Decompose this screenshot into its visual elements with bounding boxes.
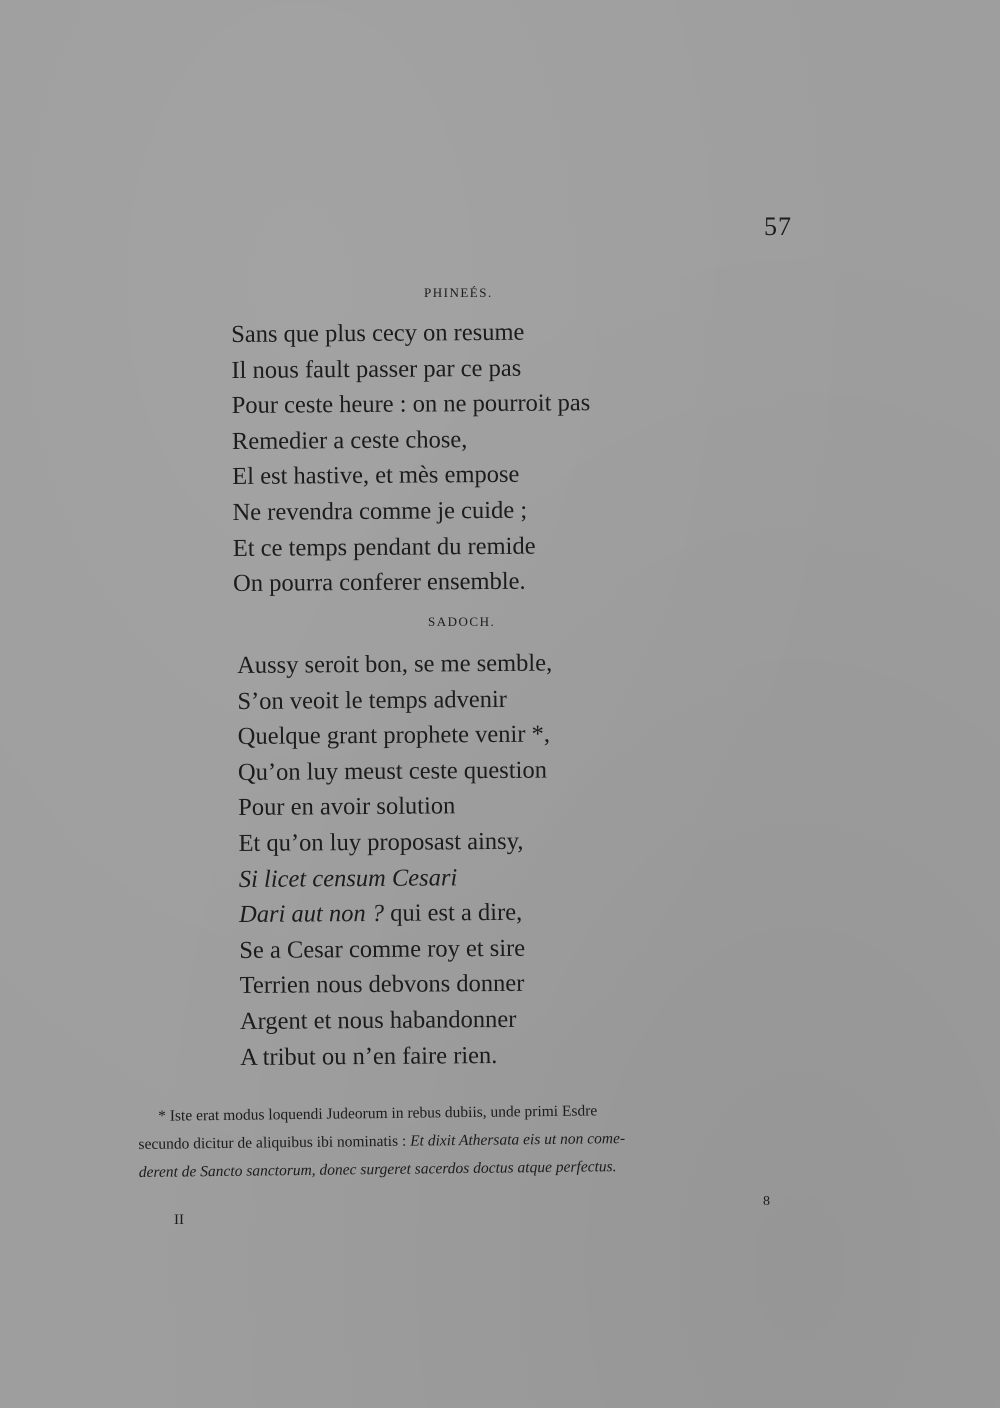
- verse-line-mixed: [239, 895, 554, 933]
- verse-line-latin: Si licet censum Cesari: [238, 863, 458, 893]
- verse-line: Il nous fault passer par ce pas: [231, 354, 522, 384]
- verse-line: Et qu’on luy proposast ainsy,: [238, 827, 524, 857]
- footnote-text: secundo dicitur de aliquibus ibi nominatis :: [138, 1132, 407, 1153]
- footnote: [138, 1095, 819, 1187]
- verse-line: Terrien nous debvons donner: [239, 970, 525, 1000]
- signature-mark-right: 8: [763, 1194, 770, 1209]
- verse-line: S’on veoit le temps advenir: [237, 685, 507, 715]
- footnote-line: derent de Sancto sanctorum, donec surgeret sacerdos doctus atque perfectus.: [138, 1158, 617, 1181]
- verse-block-sadoch: [237, 646, 555, 1076]
- verse-line: Pour en avoir solution: [238, 792, 456, 822]
- verse-line: Aussy seroit bon, se me semble,: [237, 649, 553, 679]
- verse-line-text: qui est a dire,: [390, 898, 523, 927]
- verse-block-phinees: [231, 314, 592, 602]
- verse-line: El est hastive, et mès empose: [232, 461, 520, 491]
- verse-line: Argent et nous habandonner: [239, 1005, 517, 1035]
- latin-phrase: Dari aut non ?: [238, 900, 385, 929]
- footnote-line: * Iste erat modus loquendi Judeorum in rebus dubiis, unde primi Esdre: [158, 1102, 598, 1125]
- verse-line: A tribut ou n’en faire rien.: [240, 1041, 498, 1071]
- verse-line: Pour ceste heure : on ne pourroit pas: [231, 389, 591, 420]
- page-number: 57: [764, 212, 792, 241]
- verse-line: Quelque grant prophete venir *,: [237, 720, 551, 751]
- signature-mark-left: II: [174, 1212, 184, 1228]
- speaker-heading-phinees: PHINEÉS.: [424, 285, 493, 300]
- footnote-quote: Et dixit Athersata eis ut non come-: [410, 1130, 626, 1150]
- verse-line: On pourra conferer ensemble.: [232, 567, 526, 598]
- verse-line: Ne revendra comme je cuide ;: [232, 496, 528, 526]
- verse-line: Et ce temps pendant du remide: [232, 532, 536, 562]
- verse-line: Se a Cesar comme roy et sire: [239, 934, 526, 964]
- verse-line: Remedier a ceste chose,: [231, 425, 468, 455]
- verse-line: Sans que plus cecy on resume: [231, 318, 525, 348]
- verse-line: Qu’on luy meust ceste question: [237, 756, 547, 786]
- speaker-heading-sadoch: SADOCH.: [428, 614, 496, 629]
